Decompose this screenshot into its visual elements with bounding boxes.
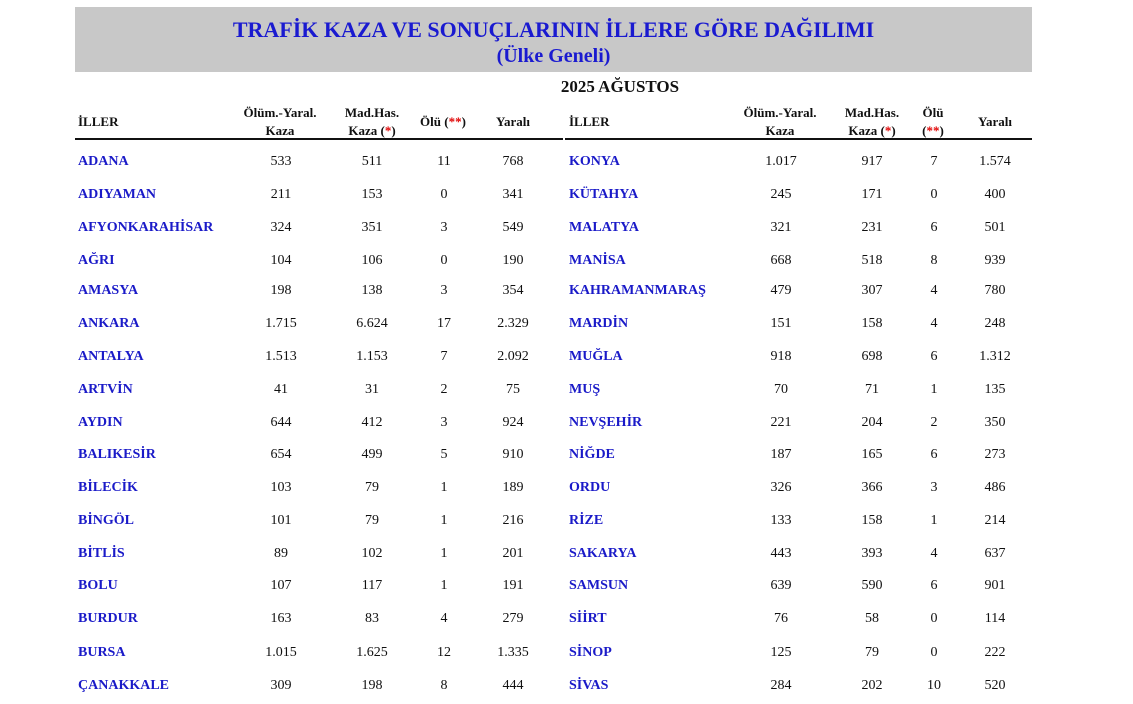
dead-count: 3 [440,283,448,298]
header-fatal-injury-line1: Ölüm.-Yaral. [243,105,317,120]
header-dead-close: ) [461,114,466,129]
table-row [0,349,1133,369]
province-name: MALATYA [569,220,640,235]
header-property-right [830,104,914,140]
header-injured-left: Yaralı [496,114,530,129]
table-row [0,645,1133,665]
dead-count: 8 [440,678,448,693]
injured-count: 1.312 [979,349,1011,364]
property-damage-count: 412 [361,415,383,430]
property-damage-count: 393 [861,546,883,561]
table-row [0,415,1133,435]
injured-count: 135 [984,382,1006,397]
injured-count: 114 [984,611,1006,626]
dead-count: 0 [930,187,938,202]
table-row [0,220,1133,240]
province-name: MUĞLA [569,349,623,364]
property-damage-count: 6.624 [356,316,388,331]
table-row [0,678,1133,698]
province-name: SAMSUN [569,578,629,593]
province-name: BİTLİS [78,546,125,561]
header-property-close: ) [391,123,396,138]
dead-count: 6 [930,447,938,462]
property-damage-count: 153 [361,187,383,202]
fatal-injury-count: 1.513 [265,349,297,364]
province-name: BALIKESİR [78,447,156,462]
header-rule-right [565,138,1032,140]
dead-count: 6 [930,578,938,593]
table-row [0,480,1133,500]
property-damage-count: 917 [861,154,883,169]
dead-count: 12 [437,645,451,660]
province-name: AMASYA [78,283,139,298]
injured-count: 901 [984,578,1006,593]
table-row [0,578,1133,598]
header-property-line1: Mad.Has. [344,105,400,120]
header-dead-left [412,113,474,131]
province-name: MANİSA [569,253,626,268]
property-damage-count: 204 [861,415,883,430]
injured-count: 924 [502,415,524,430]
dead-count: 1 [440,546,448,561]
table-row [0,154,1133,174]
property-damage-count: 590 [861,578,883,593]
injured-count: 2.329 [497,316,529,331]
fatal-injury-count: 101 [270,513,292,528]
dead-count: 6 [930,349,938,364]
injured-count: 216 [502,513,524,528]
dead-count: 1 [930,382,938,397]
fatal-injury-count: 284 [770,678,792,693]
province-name: BİNGÖL [78,513,135,528]
header-injured-right: Yaralı [978,114,1012,129]
dead-count: 3 [930,480,938,495]
table-row [0,187,1133,207]
property-damage-count: 351 [361,220,383,235]
injured-count: 400 [984,187,1006,202]
fatal-injury-count: 668 [770,253,792,268]
fatal-injury-count: 104 [270,253,292,268]
property-damage-count: 117 [361,578,383,593]
property-damage-count: 79 [365,480,379,495]
property-damage-count: 198 [361,678,383,693]
dead-count: 8 [930,253,938,268]
property-damage-count: 138 [361,283,383,298]
fatal-injury-count: 321 [770,220,792,235]
fatal-injury-count: 1.017 [765,154,797,169]
dead-count: 1 [440,513,448,528]
dead-count: 17 [437,316,451,331]
fatal-injury-count: 644 [270,415,292,430]
injured-count: 637 [984,546,1006,561]
province-name: ARTVİN [78,382,133,397]
injured-count: 190 [502,253,524,268]
header-dead-top: Ölü [922,105,944,120]
title-banner [75,7,1032,72]
header-fatal-injury-line2: Kaza [765,123,795,138]
injured-count: 520 [984,678,1006,693]
province-name: SİVAS [569,678,609,693]
header-property-text: Kaza ( [348,123,385,138]
injured-count: 1.574 [979,154,1011,169]
fatal-injury-count: 41 [274,382,288,397]
fatal-injury-count: 89 [274,546,288,561]
fatal-injury-count: 163 [270,611,292,626]
injured-count: 279 [502,611,524,626]
injured-count: 939 [984,253,1006,268]
province-name: ÇANAKKALE [78,678,170,693]
injured-count: 189 [502,480,524,495]
header-property-line1: Mad.Has. [844,105,900,120]
province-name: KONYA [569,154,620,169]
header-fatal-injury-right [730,104,830,140]
fatal-injury-count: 245 [770,187,792,202]
injured-count: 191 [502,578,524,593]
province-name: SAKARYA [569,546,637,561]
header-dead-star: ** [926,123,940,138]
fatal-injury-count: 639 [770,578,792,593]
injured-count: 214 [984,513,1006,528]
province-name: KÜTAHYA [569,187,639,202]
fatal-injury-count: 76 [774,611,788,626]
injured-count: 248 [984,316,1006,331]
property-damage-count: 499 [361,447,383,462]
fatal-injury-count: 107 [270,578,292,593]
table-row [0,382,1133,402]
province-name: ADANA [78,154,129,169]
dead-count: 5 [440,447,448,462]
header-property-text: Kaza ( [848,123,885,138]
property-damage-count: 231 [861,220,883,235]
header-property-star: * [884,123,892,138]
fatal-injury-count: 654 [270,447,292,462]
header-dead-close: ) [939,123,944,138]
dead-count: 2 [930,415,938,430]
dead-count: 4 [930,316,938,331]
fatal-injury-count: 443 [770,546,792,561]
table-row [0,546,1133,566]
property-damage-count: 158 [861,513,883,528]
fatal-injury-count: 211 [270,187,292,202]
province-name: ORDU [569,480,611,495]
table-row [0,253,1133,273]
header-dead-right [912,104,954,140]
dead-count: 0 [930,645,938,660]
dead-count: 4 [930,546,938,561]
dead-count: 6 [930,220,938,235]
injured-count: 350 [984,415,1006,430]
injured-count: 2.092 [497,349,529,364]
province-name: ANKARA [78,316,140,331]
header-province-left: İLLER [78,114,119,129]
injured-count: 501 [984,220,1006,235]
fatal-injury-count: 133 [770,513,792,528]
fatal-injury-count: 221 [770,415,792,430]
dead-count: 4 [930,283,938,298]
period-label: 2025 AĞUSTOS [560,77,680,96]
table-row [0,513,1133,533]
property-damage-count: 698 [861,349,883,364]
table-row [0,447,1133,467]
property-damage-count: 71 [865,382,879,397]
province-name: ANTALYA [78,349,144,364]
period-label-wrap [75,77,1032,97]
fatal-injury-count: 70 [774,382,788,397]
injured-count: 1.335 [497,645,529,660]
property-damage-count: 158 [861,316,883,331]
header-province-right: İLLER [569,114,610,129]
header-dead-text: Ölü ( [420,114,449,129]
fatal-injury-count: 1.015 [265,645,297,660]
province-name: MUŞ [569,382,601,397]
header-fatal-injury-left [230,104,330,140]
property-damage-count: 1.625 [356,645,388,660]
header-rule-left [75,138,563,140]
province-name: BOLU [78,578,118,593]
fatal-injury-count: 198 [270,283,292,298]
property-damage-count: 366 [861,480,883,495]
header-dead-star: ** [448,114,462,129]
injured-count: 910 [502,447,524,462]
dead-count: 4 [440,611,448,626]
header-property-close: ) [891,123,896,138]
fatal-injury-count: 533 [270,154,292,169]
province-name: SİİRT [569,611,607,626]
injured-count: 549 [502,220,524,235]
dead-count: 1 [440,480,448,495]
header-fatal-injury-line2: Kaza [265,123,295,138]
injured-count: 75 [506,382,520,397]
fatal-injury-count: 479 [770,283,792,298]
dead-count: 1 [440,578,448,593]
page-subtitle: (Ülke Geneli) [496,45,611,67]
province-name: SİNOP [569,645,612,660]
dead-count: 7 [930,154,938,169]
injured-count: 354 [502,283,524,298]
fatal-injury-count: 324 [270,220,292,235]
fatal-injury-count: 918 [770,349,792,364]
header-property-left [330,104,414,140]
property-damage-count: 102 [361,546,383,561]
property-damage-count: 307 [861,283,883,298]
injured-count: 341 [502,187,524,202]
property-damage-count: 171 [861,187,883,202]
property-damage-count: 83 [365,611,379,626]
dead-count: 0 [930,611,938,626]
table-row [0,316,1133,336]
province-name: AĞRI [78,253,115,268]
dead-count: 3 [440,415,448,430]
dead-count: 0 [440,187,448,202]
property-damage-count: 58 [865,611,879,626]
property-damage-count: 106 [361,253,383,268]
property-damage-count: 31 [365,382,379,397]
fatal-injury-count: 187 [770,447,792,462]
injured-count: 444 [502,678,524,693]
fatal-injury-count: 309 [270,678,292,693]
injured-count: 486 [984,480,1006,495]
page-title: TRAFİK KAZA VE SONUÇLARININ İLLERE GÖRE DAĞILIMI [232,17,875,42]
header-fatal-injury-line1: Ölüm.-Yaral. [743,105,817,120]
property-damage-count: 202 [861,678,883,693]
province-name: RİZE [569,513,604,528]
province-name: KAHRAMANMARAŞ [569,283,706,298]
injured-count: 768 [502,154,524,169]
property-damage-count: 79 [365,513,379,528]
province-name: AFYONKARAHİSAR [78,220,214,235]
dead-count: 11 [437,154,451,169]
table-row [0,283,1133,303]
province-name: AYDIN [78,415,123,430]
fatal-injury-count: 1.715 [265,316,297,331]
dead-count: 2 [440,382,448,397]
fatal-injury-count: 326 [770,480,792,495]
injured-count: 201 [502,546,524,561]
table-row [0,611,1133,631]
dead-count: 1 [930,513,938,528]
fatal-injury-count: 125 [770,645,792,660]
dead-count: 3 [440,220,448,235]
property-damage-count: 1.153 [356,349,388,364]
province-name: NEVŞEHİR [569,415,643,430]
header-dead-open: ( [922,123,927,138]
header-property-star: * [384,123,392,138]
province-name: MARDİN [569,316,629,331]
province-name: BURSA [78,645,126,660]
dead-count: 10 [927,678,941,693]
property-damage-count: 511 [361,154,383,169]
property-damage-count: 79 [865,645,879,660]
injured-count: 780 [984,283,1006,298]
province-name: BURDUR [78,611,138,626]
property-damage-count: 165 [861,447,883,462]
province-name: BİLECİK [78,480,138,495]
fatal-injury-count: 151 [770,316,792,331]
property-damage-count: 518 [861,253,883,268]
province-name: NİĞDE [569,447,615,462]
dead-count: 0 [440,253,448,268]
fatal-injury-count: 103 [270,480,292,495]
injured-count: 222 [984,645,1006,660]
dead-count: 7 [440,349,448,364]
injured-count: 273 [984,447,1006,462]
province-name: ADIYAMAN [78,187,157,202]
